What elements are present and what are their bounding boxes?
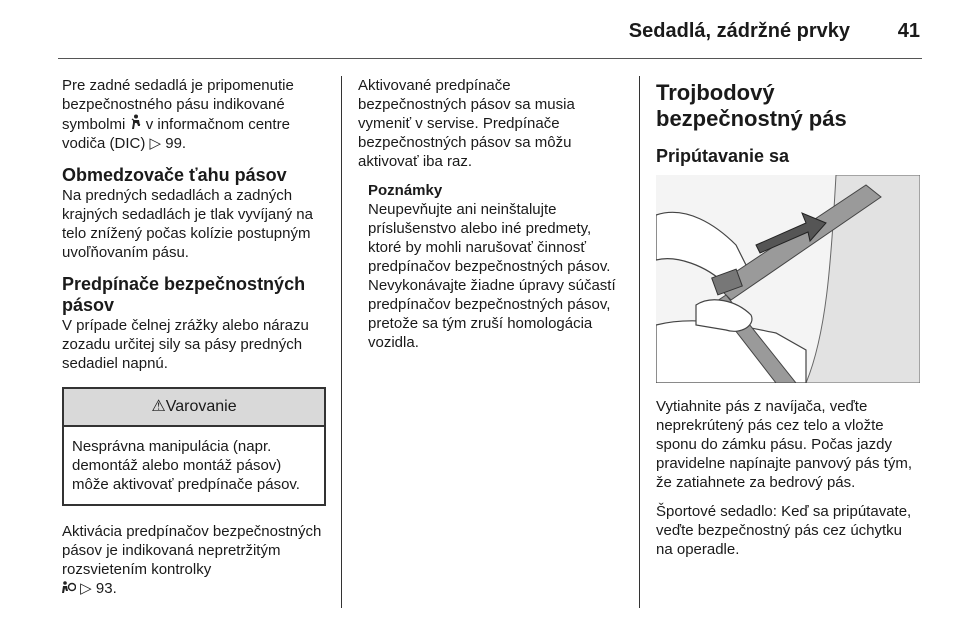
section-subtitle: Pripútavanie sa: [656, 146, 790, 166]
replacement-text: Aktivované predpínače bezpečnostných pásov sa musia vymeniť v servise. Predpínače bezpečnostných pásov sa môžu aktivovať iba raz.: [358, 77, 575, 170]
column-2: [358, 76, 620, 352]
rear-reminder-paragraph: [62, 76, 326, 153]
sport-seat-instructions: Športové sedadlo: Keď sa pripútavate, veďte bezpečnostný pás cez úchytku na operadle.: [656, 503, 912, 558]
belt-limiters-text: Na predných sedadlách a zadných krajných sedadlách je tlak vyvíjaný na telo znížený počas kolízie postupným uvoľňovaním pásu.: [62, 187, 313, 261]
page-number: 41: [897, 20, 920, 42]
heading-pretensioners: Predpínače bezpečnostných pásov: [62, 274, 306, 315]
warning-header: [64, 389, 324, 427]
note-title: Poznámky: [368, 182, 443, 199]
rear-reminder-text-b: v informačnom centre vodiča (DIC): [62, 116, 290, 152]
activation-paragraph: [62, 522, 326, 598]
fastening-instructions: Vytiahnite pás z navíjača, veďte neprekrútený pás cez telo a vložte sponu do zámku pásu. Počas jazdy pravidelne napínajte panvový pás tým, že zatiahnete za bedrový pás.: [656, 398, 912, 491]
column-divider-1: [341, 76, 342, 608]
seatbelt-reminder-icon: [130, 114, 142, 129]
note-block: [368, 181, 620, 352]
header-rule: [58, 58, 922, 59]
warning-title: Varovanie: [165, 398, 237, 415]
fastening-seatbelt-illustration: [656, 175, 920, 383]
heading-belt-limiters: Obmedzovače ťahu pásov: [62, 165, 287, 185]
airbag-lamp-icon: [62, 581, 76, 593]
section-title: Trojbodový bezpečnostný pás: [656, 80, 847, 131]
pretensioners-text: V prípade čelnej zrážky alebo nárazu zozadu určitej sily sa pásy predných sedadiel napnú.: [62, 317, 309, 372]
note-text: Neupevňujte ani neinštalujte príslušenstvo alebo iné predmety, ktoré by mohli narušovať činnosť predpínačov bezpečnostných pásov. Nevykonávajte žiadne úpravy súčastí predpínačov bezpečnostných pásov, pretože sa tým zruší homologácia vozidla.: [368, 201, 616, 351]
warning-text: Nesprávna manipulácia (napr. demontáž alebo montáž pásov) môže aktivovať predpínače pásov.: [72, 438, 300, 493]
rear-reminder-ref: 99.: [165, 135, 187, 152]
activation-ref: 93.: [95, 580, 117, 597]
reference-arrow-icon: ▷: [149, 135, 162, 152]
activation-text: Aktivácia predpínačov bezpečnostných pásov je indikovaná nepretržitým rozsvietením kontrolky: [62, 523, 322, 578]
header-title: Sedadlá, zádržné prvky: [628, 20, 850, 42]
column-divider-2: [639, 76, 640, 608]
reference-arrow-icon: ▷: [80, 580, 92, 597]
column-1: [62, 76, 326, 608]
warning-box: [62, 387, 326, 506]
page-header: [0, 0, 960, 58]
warning-icon: ⚠: [151, 398, 166, 415]
column-3: [656, 80, 922, 569]
rear-reminder-text-a: Pre zadné sedadlá je pripomenutie bezpečnostného pásu indikované symbolmi: [62, 77, 294, 133]
